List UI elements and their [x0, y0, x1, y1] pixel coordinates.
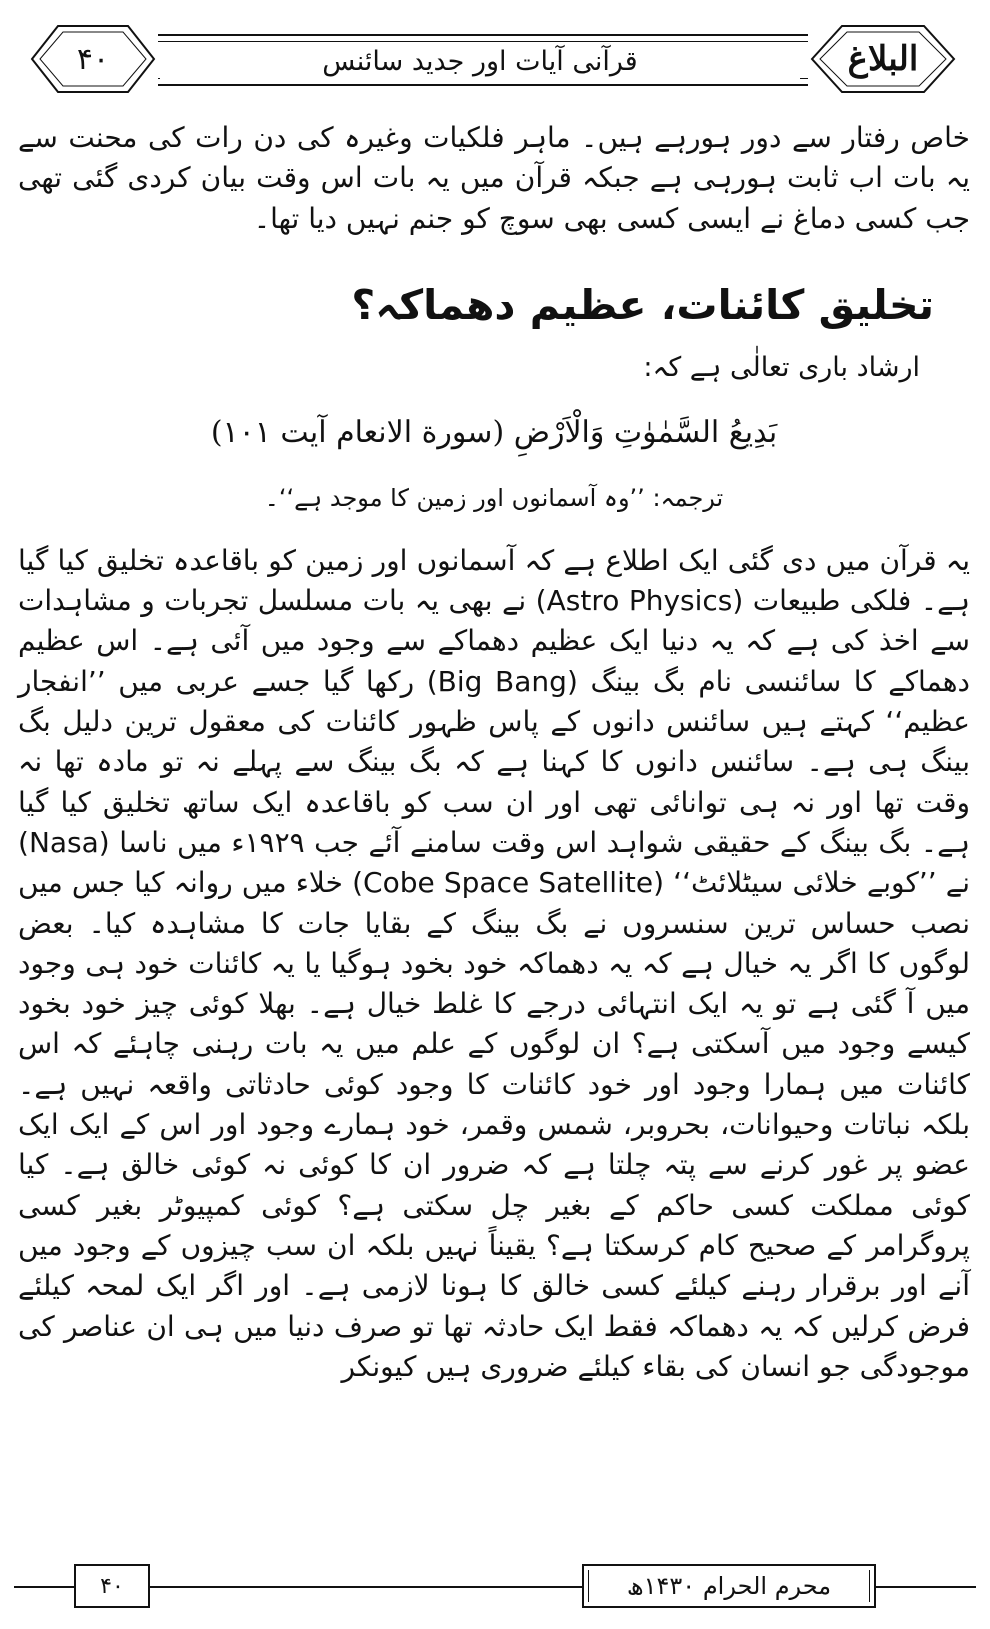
footer-page-number: ۴۰ — [74, 1564, 150, 1608]
running-title: قرآنی آیات اور جدید سائنس — [160, 42, 800, 82]
section-heading: تخلیق کائنات، عظیم دھماکہ؟ — [351, 280, 934, 329]
journal-name: البلاغ — [847, 39, 919, 79]
journal-logo — [808, 22, 958, 96]
footer — [14, 1560, 976, 1610]
article-body — [18, 118, 970, 1387]
footer-issue-date: محرم الحرام ۱۴۳۰ھ — [582, 1564, 876, 1608]
intro-paragraph: خاص رفتار سے دور ہورہے ہیں۔ ماہر فلکیات وغیرہ کی دن رات کی محنت سے یہ بات اب ثابت ہورہی ہے جبکہ قرآن میں یہ بات اس وقت بیان کردی گئی تھی جب کسی دماغ نے ایسی کسی بھی سوچ کو جنم نہیں دیا تھا۔ — [18, 121, 970, 235]
section-body-paragraph: یہ قرآن میں دی گئی ایک اطلاع ہے کہ آسمانوں اور زمین کو باقاعدہ تخلیق کیا گیا ہے۔ فلکی طبیعات (Astro Physics) نے بھی یہ بات مسلسل تجربات و مشاہدات سے اخذ کی ہے کہ یہ دنیا ایک عظیم دھماکے سے وجود میں آئی ہے۔ اس عظیم دھماکے کا سائنسی نام بگ بینگ (Big Bang) رکھا گیا جسے عربی میں ’’انفجار عظیم‘‘ کہتے ہیں سائنس دانوں کے پاس ظہور کائنات کی معقول ترین دلیل بگ بینگ ہی ہے۔ سائنس دانوں کا کہنا ہے کہ بگ بینگ سے پہلے نہ تو مادہ تھا نہ وقت تھا اور نہ ہی توانائی تھی اور ان سب کو باقاعدہ ایک ساتھ تخلیق کیا گیا ہے۔ بگ بینگ کے حقیقی شواہد اس وقت سامنے آئے جب ۱۹۲۹ء میں ناسا (Nasa) نے ’’کوبے خلائی سیٹلائٹ‘‘ (Cobe Space Satellite) خلاء میں روانہ کیا جس میں نصب حساس ترین سنسروں نے بگ بینگ کے بقایا جات کا مشاہدہ کیا۔ بعض لوگوں کا اگر یہ خیال ہے کہ یہ دھماکہ خود بخود ہوگیا یا یہ کائنات خود ہی وجود میں آ گئی ہے تو یہ ایک انتہائی درجے کا غلط خیال ہے۔ بھلا کوئی چیز خود بخود کیسے وجود میں آسکتی ہے؟ ان لوگوں کے علم میں یہ بات رہنی چاہئے کہ اس کائنات میں ہمارا وجود اور خود کائنات کا وجود کوئی حادثاتی واقعہ نہیں ہے۔ بلکہ نباتات وحیوانات، بحروبر، شمس وقمر، خود ہمارے وجود اور اس کے ایک ایک عضو پر غور کرنے سے پتہ چلتا ہے کہ ضرور ان کا کوئی نہ کوئی خالق ہے۔ کیا کوئی مملکت کسی حاکم کے بغیر چل سکتی ہے؟ کوئی کمپیوٹر بغیر کسی پروگرامر کے صحیح کام کرسکتا ہے؟ یقیناً نہیں بلکہ ان سب چیزوں کے وجود میں آنے اور برقرار رہنے کیلئے کسی خالق کا ہونا لازمی ہے۔ اور اگر ایک لمحہ کیلئے فرض کرلیں کہ یہ دھماکہ فقط ایک حادثہ تھا تو صرف دنیا میں ہی ان عناصر کی موجودگی جو انسان کی بقاء کیلئے ضروری ہیں کیونکر — [18, 543, 970, 1383]
verse-translation: ترجمہ: ’’وہ آسمانوں اور زمین کا موجد ہے‘‘۔ — [264, 483, 724, 512]
header-page-number-badge — [28, 22, 158, 96]
header-page-number: ۴۰ — [76, 41, 110, 77]
verse-intro: ارشاد باری تعالٰی ہے کہ: — [643, 351, 920, 383]
quranic-verse: بَدِيعُ السَّمٰوٰتِ وَالْاَرْضِ (سورة الانعام آيت ١٠١) — [210, 414, 778, 450]
